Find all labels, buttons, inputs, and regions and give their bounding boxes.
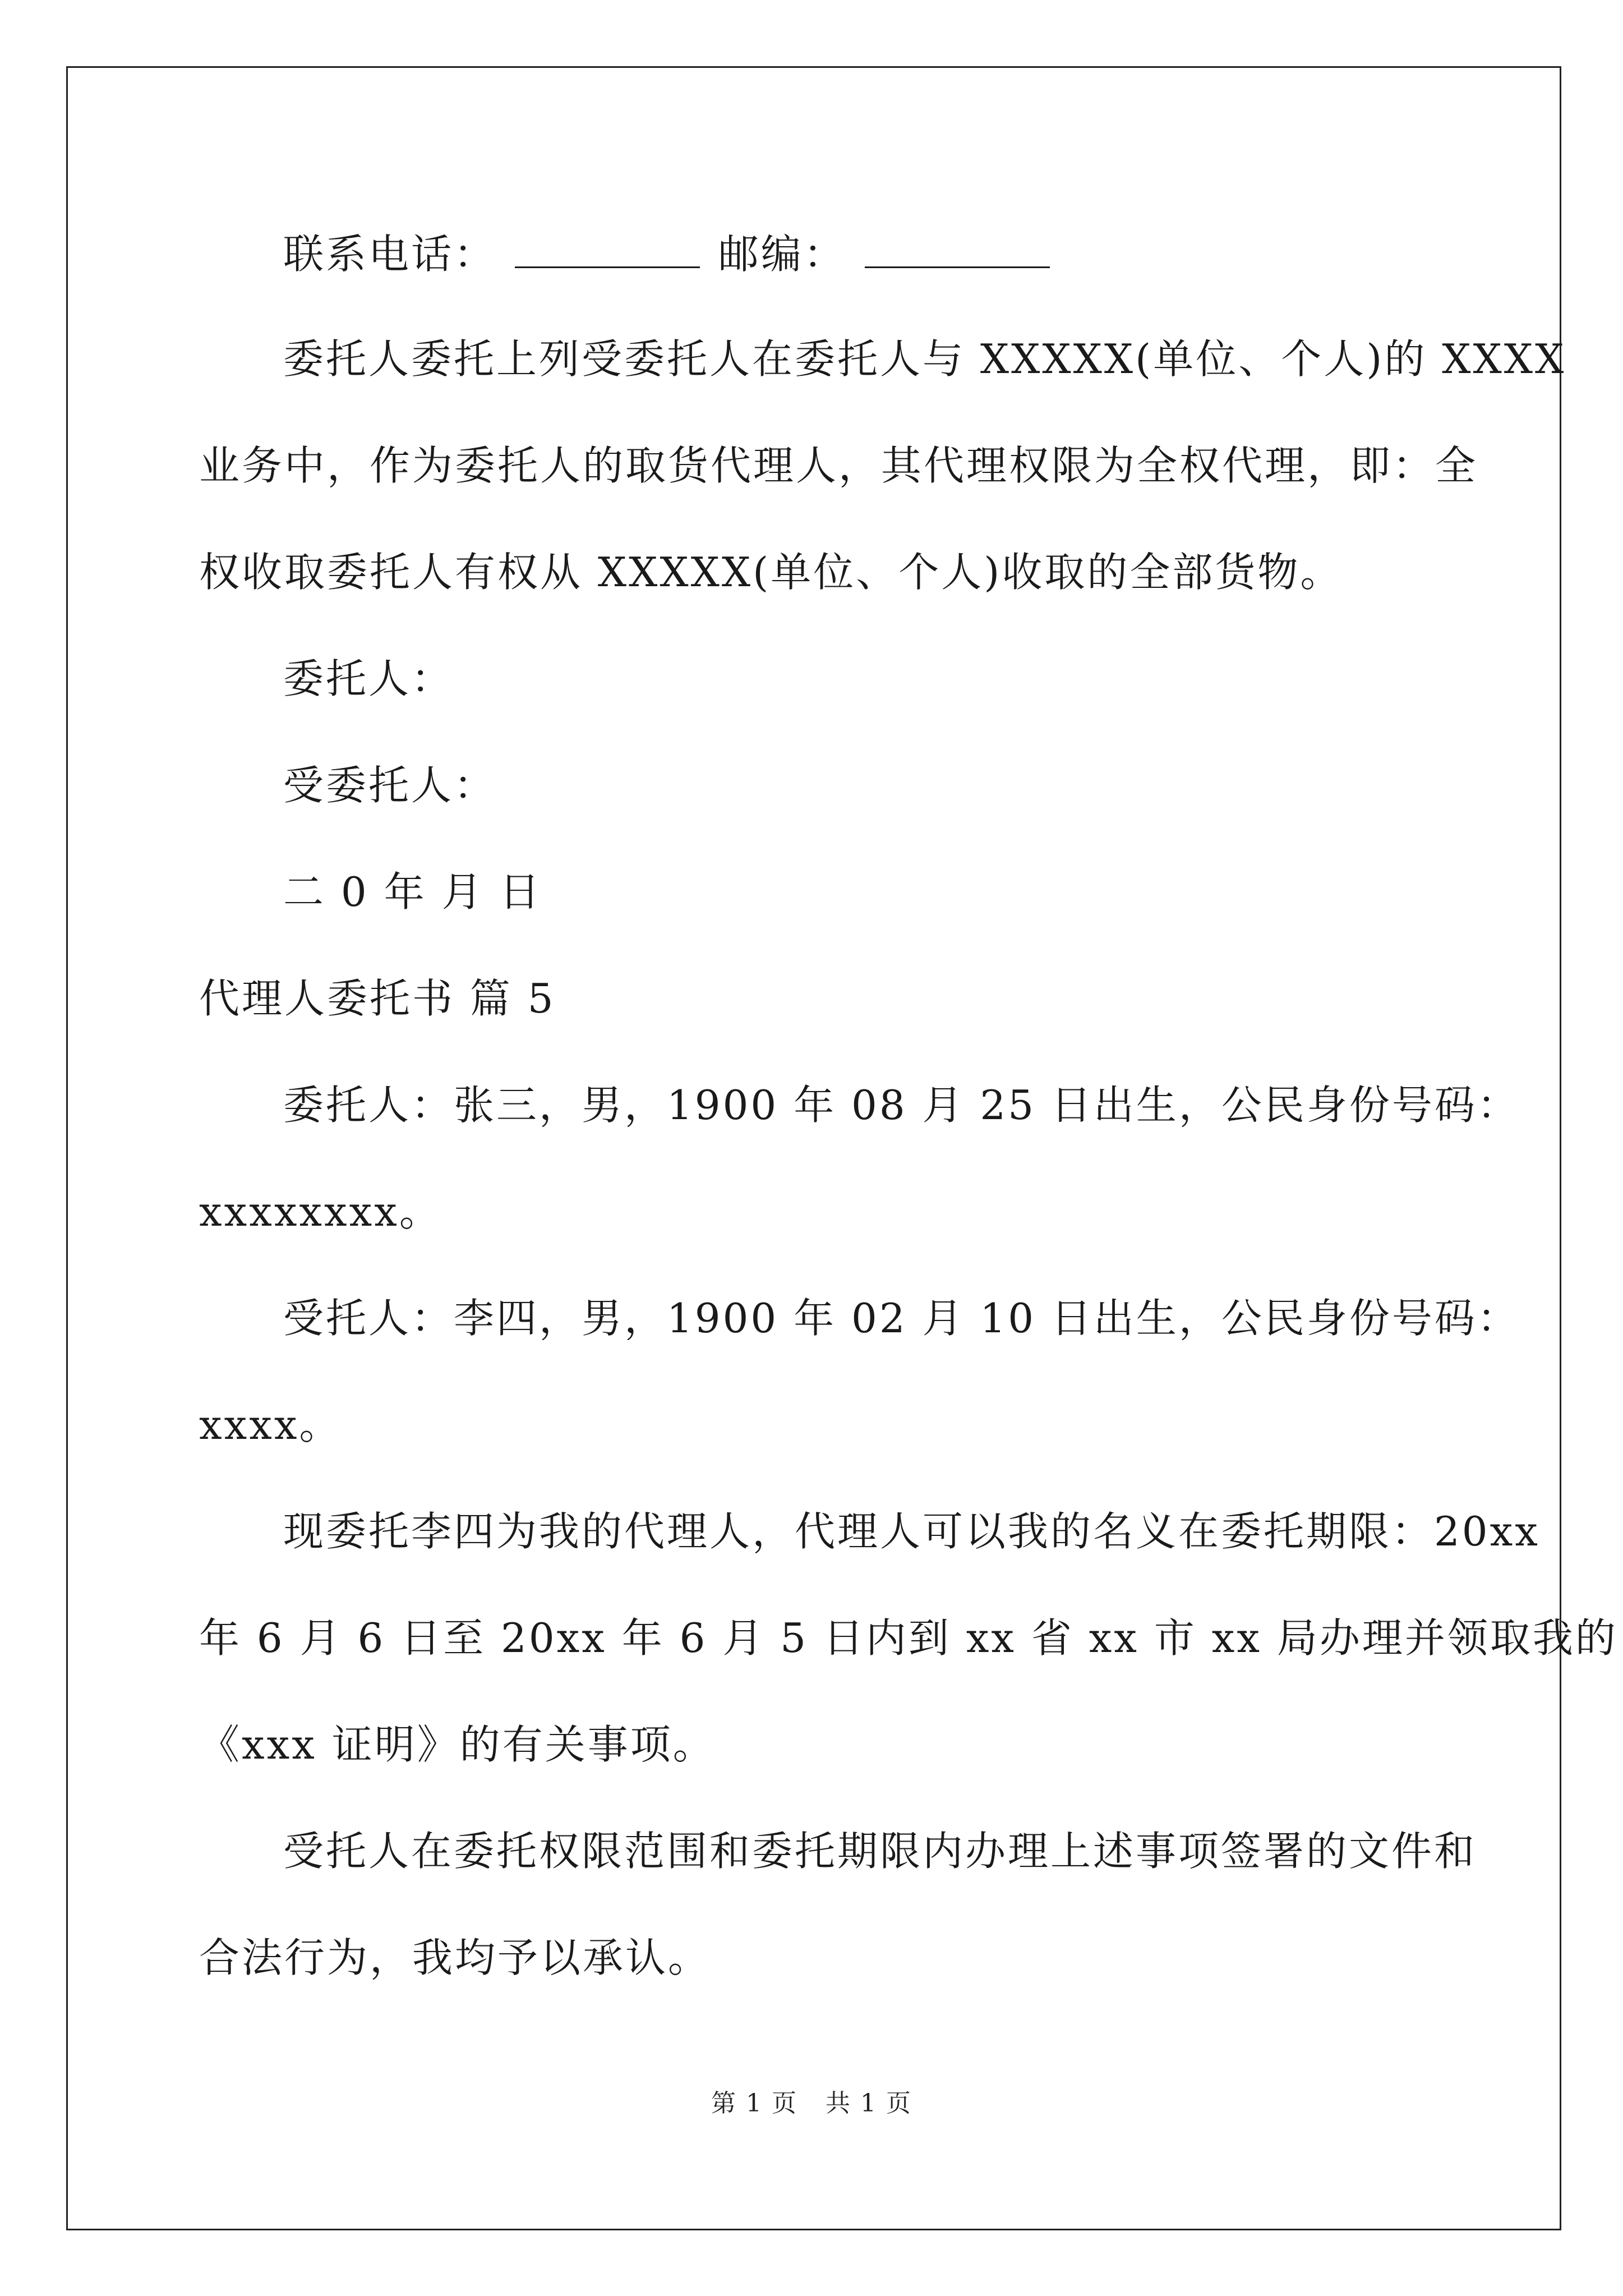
client-signature-label: 委托人：: [283, 655, 454, 702]
paragraph-3-line-2: xxxx。: [199, 1401, 342, 1448]
phone-blank: [515, 227, 700, 268]
paragraph-2-line-1: 委托人：张三，男，1900 年 08 月 25 日出生，公民身份号码：: [283, 1082, 1520, 1129]
zip-label: 邮编：: [718, 231, 846, 278]
section-heading: 代理人委托书 篇 5: [199, 975, 556, 1022]
date-line: 二 0 年 月 日: [283, 868, 542, 915]
paragraph-1-line-3: 权收取委托人有权从 XXXXX(单位、个人)收取的全部货物。: [199, 549, 1343, 596]
contact-line: [283, 227, 1053, 279]
paragraph-4-line-2: 年 6 月 6 日至 20xx 年 6 月 5 日内到 xx 省 xx 市 xx 局办理并领取我的: [199, 1614, 1618, 1662]
trustee-signature-label: 受委托人：: [283, 762, 497, 809]
paragraph-4-line-1: 现委托李四为我的代理人，代理人可以我的名义在委托期限：20xx: [283, 1508, 1540, 1555]
paragraph-1-line-2: 业务中，作为委托人的取货代理人，其代理权限为全权代理，即：全: [199, 442, 1478, 489]
zip-blank: [865, 227, 1050, 268]
paragraph-5-line-2: 合法行为，我均予以承认。: [199, 1934, 711, 1981]
paragraph-3-line-1: 受托人：李四，男，1900 年 02 月 10 日出生，公民身份号码：: [283, 1295, 1520, 1342]
page-number: 第 1 页: [711, 2089, 797, 2118]
phone-label: 联系电话：: [283, 231, 497, 278]
paragraph-4-line-3: 《xxx 证明》的有关事项。: [199, 1721, 716, 1768]
page-border: [66, 66, 1561, 2230]
page-total: 共 1 页: [826, 2089, 912, 2118]
paragraph-2-line-2: xxxxxxxx。: [199, 1188, 442, 1235]
paragraph-5-line-1: 受托人在委托权限范围和委托期限内办理上述事项签署的文件和: [283, 1828, 1477, 1875]
paragraph-1-line-1: 委托人委托上列受委托人在委托人与 XXXXX(单位、个人)的 XXXX: [283, 335, 1566, 383]
page-footer: [0, 2087, 1623, 2120]
